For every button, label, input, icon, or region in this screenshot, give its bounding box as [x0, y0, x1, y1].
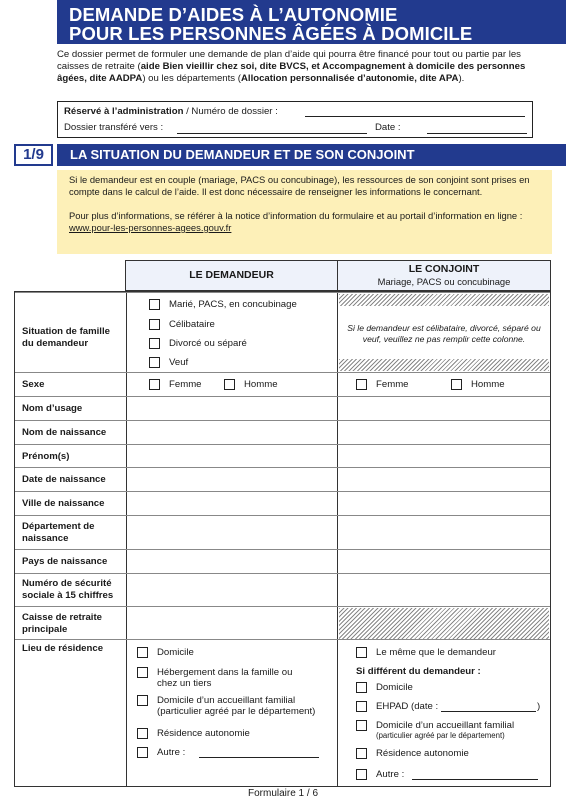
- transfer-label: Dossier transféré vers :: [64, 122, 164, 133]
- admin-reserved-label: Réservé à l’administration: [64, 106, 184, 117]
- hatched-area: [339, 608, 549, 639]
- admin-box: Réservé à l’administration / Numéro de dossier : Dossier transféré vers : Date :: [57, 101, 533, 138]
- intro-paragraph: Ce dossier permet de formuler une demande de plan d’aide qui pourra être financé pour tout ou partie par les caisses de retraite (aide Bien vieillir chez soi, dite BVCS, et Accompagnement à domicile des personnes âgées, dite AADPA) ou les départements (Allocation personnalisée d’autonomie, dite APA).: [57, 49, 526, 84]
- info-box: Si le demandeur est en couple (mariage, PACS ou concubinage), les ressources de son conjoint sont prises en compte dans le calcul de l’aide. Il est donc nécessaire de renseigner les informations le concernant. Pour plus d’informations, se référer à la notice d’information du formulaire et au portail d’information en ligne : www.pour-les-personnes-agees.gouv.fr: [57, 170, 552, 254]
- ehpad-date-field[interactable]: [441, 711, 536, 712]
- row-departement[interactable]: Département de naissance: [15, 515, 550, 549]
- row-date-naissance[interactable]: Date de naissance: [15, 467, 550, 491]
- row-ville-naissance[interactable]: Ville de naissance: [15, 491, 550, 515]
- row-prenoms[interactable]: Prénom(s): [15, 444, 550, 467]
- row-situation: Situation de famille du demandeur Marié, PACS, en concubinage Célibataire Divorcé ou séparé Veuf Si le demandeur est célibataire, divorcé, séparé ou veuf, veuillez ne pas remplir cette colonne.: [15, 292, 550, 372]
- page-footer: Formulaire 1 / 6: [247, 788, 319, 799]
- title-line-2: POUR LES PERSONNES ÂGÉES À DOMICILE: [69, 23, 473, 44]
- dossier-number-field[interactable]: [305, 116, 525, 117]
- date-field[interactable]: [427, 133, 527, 134]
- section-title: LA SITUATION DU DEMANDEUR ET DE SON CONJOINT: [57, 144, 566, 166]
- checkbox[interactable]: [149, 299, 160, 310]
- column-header-demandeur: LE DEMANDEUR: [125, 260, 338, 291]
- transfer-field[interactable]: [177, 133, 367, 134]
- checkbox[interactable]: [149, 338, 160, 349]
- row-caisse[interactable]: Caisse de retraite principale: [15, 606, 550, 639]
- title-banner: [57, 0, 566, 44]
- conj-autre-field[interactable]: [412, 779, 538, 780]
- column-header-conjoint: LE CONJOINT Mariage, PACS ou concubinage: [337, 260, 551, 291]
- row-nom-usage[interactable]: Nom d’usage: [15, 396, 550, 420]
- form-table: [14, 291, 551, 787]
- res-autre-field[interactable]: [199, 757, 319, 758]
- checkbox[interactable]: [149, 357, 160, 368]
- hatched-area: [339, 359, 549, 371]
- row-sexe: Sexe Femme Homme Femme Homme: [15, 372, 550, 396]
- row-pays[interactable]: Pays de naissance: [15, 549, 550, 573]
- row-residence: Lieu de résidence Domicile Hébergement dans la famille ou chez un tiers Domicile d’un accueillant familial (particulier agréé par le département) Résidence autonomie Autre : Le même que le demandeur Si différent du demandeur : Domicile EHPAD (date : ) Domicile d’un accueillant familial (particulier agréé par le département) Résidence autonomie Autre :: [15, 639, 550, 788]
- checkbox[interactable]: [149, 319, 160, 330]
- row-nom-naissance[interactable]: Nom de naissance: [15, 420, 550, 444]
- hatched-area: [339, 294, 549, 306]
- conj-if-label: Si différent du demandeur :: [356, 666, 481, 677]
- conjoint-note: Si le demandeur est célibataire, divorcé, séparé ou veuf, veuillez ne pas remplir cette colonne.: [347, 323, 541, 344]
- title-line-1: DEMANDE D’AIDES À L’AUTONOMIE: [69, 4, 398, 25]
- section-number: 1/9: [14, 144, 53, 166]
- row-secu[interactable]: Numéro de sécurité sociale à 15 chiffres: [15, 573, 550, 606]
- date-label: Date :: [375, 122, 401, 133]
- portal-link[interactable]: www.pour-les-personnes-agees.gouv.fr: [69, 222, 232, 233]
